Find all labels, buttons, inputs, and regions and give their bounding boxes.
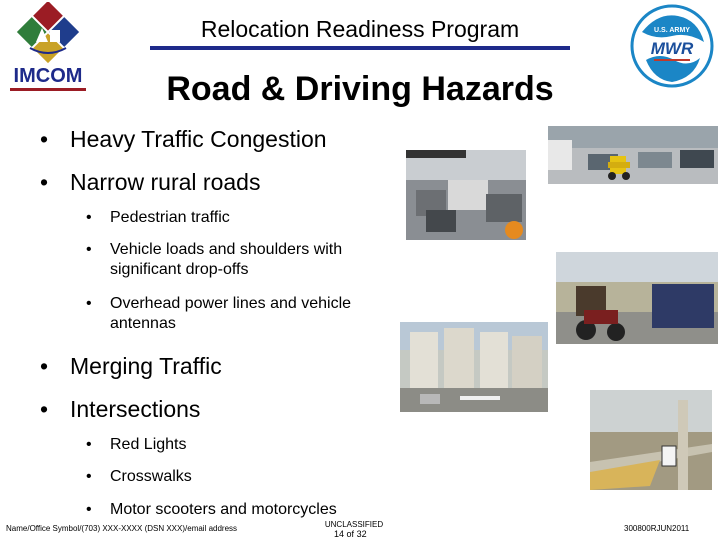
page-number: 14 of 32: [334, 529, 367, 539]
mwr-text: MWR: [650, 39, 694, 58]
traffic-congestion-photo: [406, 150, 526, 240]
footer-contact: Name/Office Symbol/(703) XXX-XXXX (DSN XXX)/email address: [6, 524, 238, 533]
bullet-merging-traffic: • Merging Traffic: [40, 353, 222, 379]
rural-road-photo: [590, 390, 712, 490]
apartments-intersection-photo: [400, 322, 548, 412]
forklift-parking-photo: [548, 126, 718, 184]
bullet-heavy-traffic: • Heavy Traffic Congestion: [40, 126, 327, 152]
sub-bullet-crosswalks: • Crosswalks: [86, 468, 192, 485]
sub-bullet-power-lines: • Overhead power lines and vehicle antennas: [86, 295, 352, 332]
header-rule: [150, 46, 570, 50]
bullet-intersections: • Intersections: [40, 396, 201, 422]
army-mwr-logo: [628, 2, 716, 90]
slide-title: Road & Driving Hazards: [166, 70, 554, 108]
sub-bullet-vehicle-loads: • Vehicle loads and shoulders with significant drop-offs: [86, 241, 343, 278]
program-title: Relocation Readiness Program: [200, 16, 520, 42]
imcom-logo: [6, 2, 90, 96]
imcom-logo-text: IMCOM: [13, 65, 83, 87]
sub-bullet-pedestrian: • Pedestrian traffic: [86, 209, 230, 226]
sub-bullet-red-lights: • Red Lights: [86, 436, 187, 453]
classification-marking: UNCLASSIFIED: [324, 520, 384, 529]
date-time-group: 300800RJUN2011: [624, 524, 690, 533]
sub-bullet-motor-scooters: • Motor scooters and motorcycles: [86, 501, 337, 518]
motorcycle-cargo-photo: [556, 252, 718, 344]
army-text: U.S. ARMY: [654, 27, 690, 34]
bullet-narrow-roads: • Narrow rural roads: [40, 169, 261, 195]
